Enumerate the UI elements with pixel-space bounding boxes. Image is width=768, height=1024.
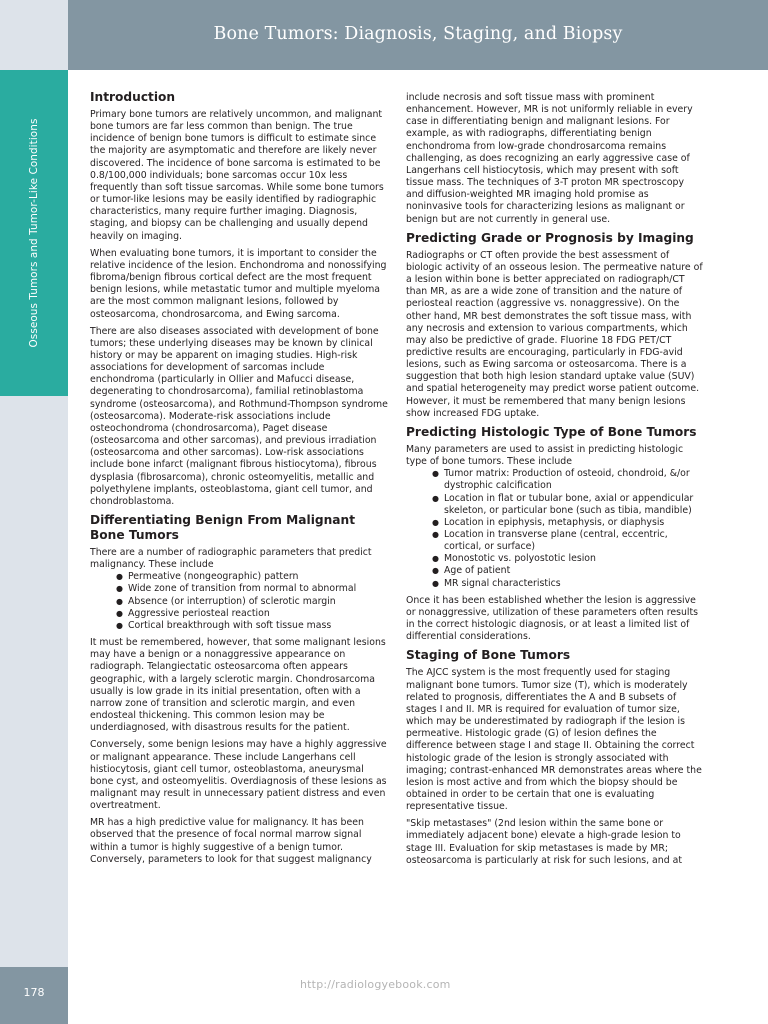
paragraph: There are a number of radiographic parameters that predict malignancy. These include bbox=[90, 547, 372, 571]
list-item: ● Cortical breakthrough with soft tissue mass bbox=[116, 620, 388, 632]
left-text-column bbox=[90, 90, 388, 871]
list-item: ● Location in epiphysis, metaphysis, or diaphysis bbox=[432, 517, 704, 529]
paragraph: When evaluating bone tumors, it is important to consider the relative incidence of the lesion. Enchondroma and nonossifying fibroma/benign fibrous cortical defect are the most frequent benign lesions, while metastatic tumor and multiple myeloma are the most common malignant lesions, followed by osteosarcoma, chondrosarcoma, and Ewing sarcoma. bbox=[90, 247, 387, 320]
heading-introduction: Introduction bbox=[90, 90, 176, 104]
paragraph: MR has a high predictive value for malignancy. It has been observed that the presence of focal normal marrow signal within a tumor is highly suggestive of a benign tumor. Conversely, parameters to look for that suggest malignancy bbox=[90, 817, 372, 865]
heading-predicting-grade: Predicting Grade or Prognosis by Imaging bbox=[406, 230, 694, 245]
chapter-title: Bone Tumors: Diagnosis, Staging, and Biopsy bbox=[213, 24, 623, 44]
list-item: ● Monostotic vs. polyostotic lesion bbox=[432, 553, 704, 565]
paragraph: It must be remembered, however, that some malignant lesions may have a benign or a nonaggressive appearance on radiograph. Telangiectatic osteosarcoma often appears geographic, with a largely sclerotic margin. Chondrosarcoma usually is low grade in its initial presentation, often with a narrow zone of transition and sclerotic margin, and even endosteal thickening. This common lesion may be underdiagnosed, with disastrous results for the patient. bbox=[90, 637, 386, 734]
paragraph: There are also diseases associated with development of bone tumors; these underlying diseases may be known by clinical history or may be apparent on imaging studies. High-risk associations for development of sarcomas include enchondroma (particularly in Ollier and Mafucci disease, degenerating to chondrosarcoma), familial retinoblastoma syndrome (osteosarcoma), and Rothmund-Thompson syndrome (osteosarcoma). Moderate-risk associations include osteochondroma (chondrosarcoma), Paget disease (osteosarcoma and other sarcomas), and previous irradiation (osteosarcoma and other sarcomas). Low-risk associations include bone infarct (malignant fibrous histiocytoma), fibrous dysplasia (fibrosarcoma), chronic osteomyelitis, metallic and polyethylene implants, osteoblastoma, giant cell tumor, and chondroblastoma. bbox=[90, 325, 388, 507]
page-number-box bbox=[0, 967, 68, 1024]
list-item: ● Location in transverse plane (central, eccentric, cortical, or surface) bbox=[432, 529, 704, 553]
footer-watermark-url: http://radiologyebook.com bbox=[300, 978, 451, 991]
list-item: ● Tumor matrix: Production of osteoid, chondroid, &/or dystrophic calcification bbox=[432, 468, 704, 492]
list-item: ● MR signal characteristics bbox=[432, 578, 704, 590]
paragraph: include necrosis and soft tissue mass with prominent enhancement. However, MR is not uniformly reliable in every case in differentiating benign and malignant lesions. For example, as with radiographs, differentiating benign enchondroma from low-grade chondrosarcoma remains challenging, as does recognizing an early aggressive case of Langerhans cell histiocytosis, which may present with soft tissue mass. The techniques of 3-T proton MR spectroscopy and diffusion-weighted MR imaging hold promise as noninvasive tools for characterizing lesions as malignant or benign but are not currently in general use. bbox=[406, 92, 693, 225]
list-item: ● Location in flat or tubular bone, axial or appendicular skeleton, or particular bone (such as tibia, mandible) bbox=[432, 493, 704, 517]
section-side-tab bbox=[0, 70, 68, 396]
malignancy-parameters-list bbox=[90, 571, 388, 632]
list-item: ● Wide zone of transition from normal to abnormal bbox=[116, 583, 388, 595]
heading-predicting-histologic: Predicting Histologic Type of Bone Tumors bbox=[406, 424, 697, 439]
heading-staging: Staging of Bone Tumors bbox=[406, 648, 571, 663]
paragraph: The AJCC system is the most frequently used for staging malignant bone tumors. Tumor size (T), which is moderately related to prognosis, differentiates the A and B subsets of stages I and II. MR is required for evaluation of tumor size, which may be underestimated by radiograph if the lesion is permeative. Histologic grade (G) of lesion defines the difference between stage I and stage II. Obtaining the correct histologic grade of the lesion is strongly associated with imaging; contrast-enhanced MR demonstrates areas where the lesion is most active and from which the biopsy should be obtained in order to be certain that one is evaluating representative tissue. bbox=[406, 667, 702, 813]
paragraph: "Skip metastases" (2nd lesion within the same bone or immediately adjacent bone) elevate a high-grade lesion to stage III. Evaluation for skip metastases is made by MR; osteosarcoma is particularly at risk for such lesions, and at bbox=[406, 818, 682, 866]
right-text-column bbox=[406, 92, 704, 872]
paragraph: Many parameters are used to assist in predicting histologic type of bone tumors. These include bbox=[406, 443, 684, 468]
list-item: ● Permeative (nongeographic) pattern bbox=[116, 571, 388, 583]
list-item: ● Age of patient bbox=[432, 565, 704, 577]
heading-differentiating: Differentiating Benign From Malignant Bone Tumors bbox=[90, 513, 356, 542]
chapter-header bbox=[68, 0, 768, 70]
list-item: ● Aggressive periosteal reaction bbox=[116, 608, 388, 620]
section-side-tab-label: Osseous Tumors and Tumor-Like Conditions bbox=[28, 118, 40, 348]
paragraph: Primary bone tumors are relatively uncommon, and malignant bone tumors are far less common than benign. The true incidence of benign bone tumors is difficult to estimate since the majority are asymptomatic and therefore are likely never discovered. The incidence of bone sarcoma is estimated to be 0.8/100,000 individuals; bone sarcomas occur 10x less frequently than soft tissue sarcomas. While some bone tumors or tumor-like lesions may be easily identified by radiographic characteristics, many require further imaging. Diagnosis, staging, and biopsy can be challenging and usually depend heavily on imaging. bbox=[90, 109, 384, 242]
histologic-parameters-list bbox=[406, 468, 704, 590]
paragraph: Once it has been established whether the lesion is aggressive or nonaggressive, utilization of these parameters often results in the correct histologic diagnosis, or at least a limited list of differential considerations. bbox=[406, 594, 698, 643]
paragraph: Radiographs or CT often provide the best assessment of biologic activity of an osseous lesion. The permeative nature of a lesion within bone is better appreciated on radiograph/CT than MR, as are a wide zone of transition and the nature of periosteal reaction (aggressive vs. nonaggressive). On the other hand, MR best demonstrates the soft tissue mass, with any necrosis and extension to various compartments, which may also be predictive of grade. Fluorine 18 FDG PET/CT predictive results are encouraging, particularly in FDG-avid lesions, such as Ewing sarcoma or osteosarcoma. There is a suggestion that both high lesion standard uptake value (SUV) and spatial heterogeneity may predict worse patient outcome. However, it must be remembered that many benign lesions show increased FDG uptake. bbox=[406, 249, 703, 419]
page-number: 178 bbox=[23, 986, 45, 999]
paragraph: Conversely, some benign lesions may have a highly aggressive or malignant appearance. These include Langerhans cell histiocytosis, giant cell tumor, osteoblastoma, aneurysmal bone cyst, and osteomyelitis. Overdiagnosis of these lesions as malignant may result in unnecessary patient distress and even overtreatment. bbox=[90, 739, 387, 812]
list-item: ● Absence (or interruption) of sclerotic margin bbox=[116, 596, 388, 608]
